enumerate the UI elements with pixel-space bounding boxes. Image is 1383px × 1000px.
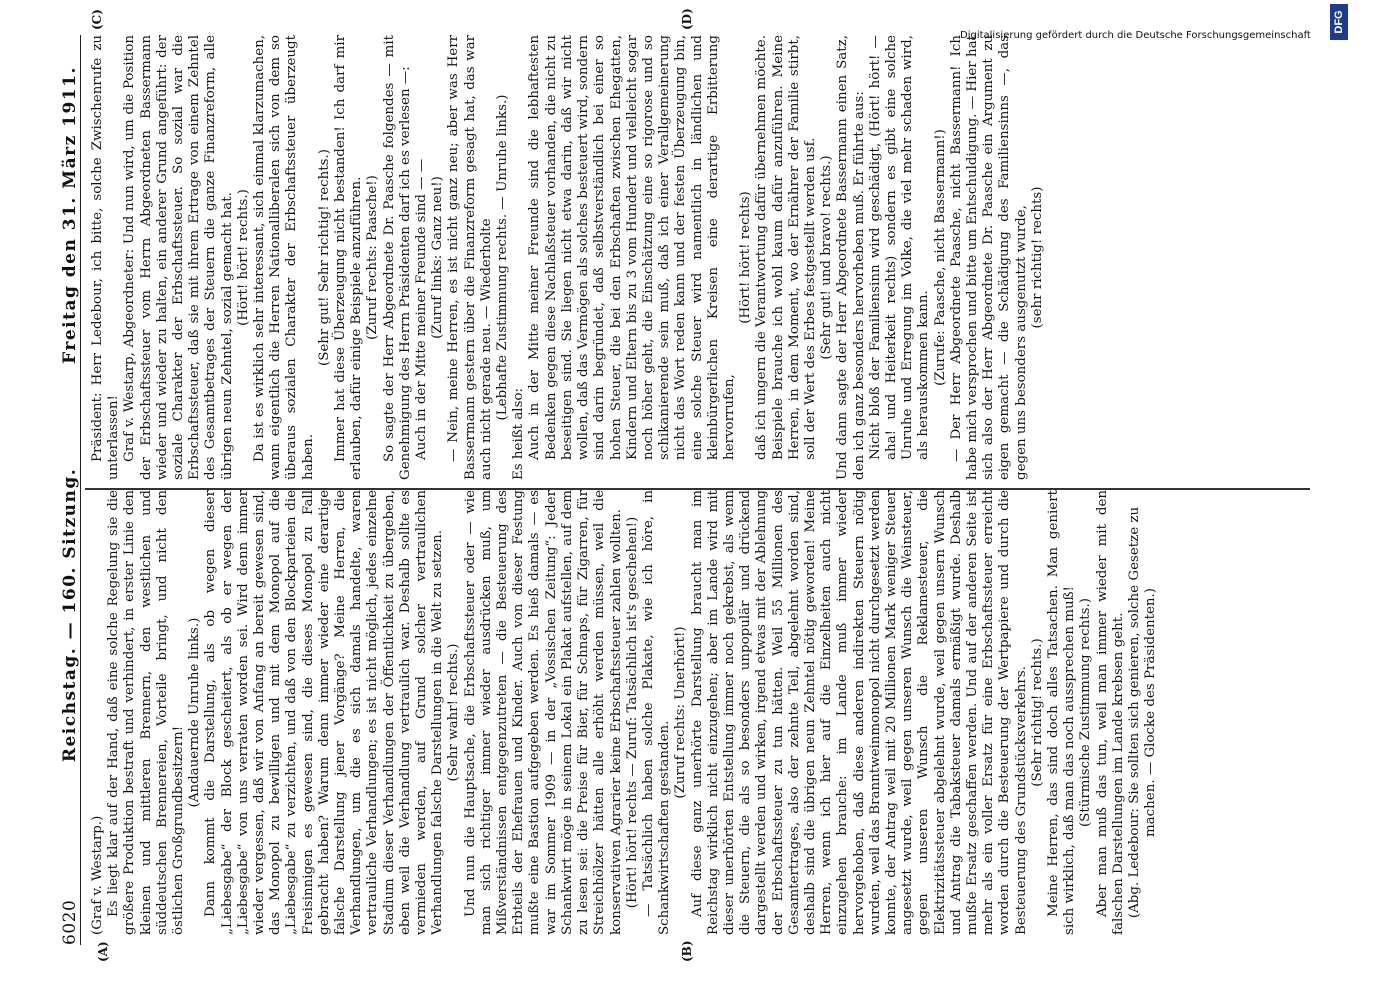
interjection: (Lebhafte Zustimmung rechts. — Unruhe links.) [495, 94, 511, 421]
paragraph: Es liegt klar auf der Hand, daß eine solche Regelung sie die größere Produktion bestraft und verhindert, in erster Linie den kleinen und mittleren Brennern, den westlichen und süddeutschen Brennereien, Vorteile bringt, und nicht den östlichen Großgrundbesitzern! [106, 490, 187, 935]
right-column [90, 35, 1305, 480]
left-column [90, 490, 1305, 935]
speaker-tag: (Graf v. Westarp.) [90, 815, 105, 935]
interjection: (Sehr gut! Sehr richtig! rechts.) [316, 148, 332, 367]
paragraph: Und dann sagte der Herr Abgeordnete Bassermann einen Satz, den ich ganz besonders hervorheben muß. Er führte aus: [835, 35, 867, 480]
quotation: daß ich ungern die Verantwortung dafür übernehmen möchte. Beispiele brauche ich wohl kaum dafür anzuführen. Meine Herren, in dem Moment, wo der Ernährer der Familie stirbt, soll der Wert des Erbes festgestellt werden usf. [754, 35, 818, 460]
quotation: Auch in der Mitte meiner Freunde sind die lebhaftesten Bedenken gegen diese Nachlaßsteuer vorhanden, die nicht zu beseitigen sind. Sie liegen nicht etwa darin, daß wir nicht wollen, daß das Vermögen als solches besteuert wird, sondern sind darin begründet, daß selbstverständlich bei einer so hohen Steuer, die bei den Erbschaften zwischen Ehegatten, Kindern und Eltern bis zu 3 vom Hundert und vielleicht sogar noch höher geht, die Einschätzung eine so rigorose und so schikanierende sein muß, daß ich einer Verallgemeinerung nicht das Wort reden kann und der festen Überzeugung bin, eine solche Steuer wird namentlich in ländlichen und kleinbürgerlichen Kreisen eine derartige Erbitterung hervorrufen, [527, 35, 737, 460]
interjection: (Hört! hört! rechts.) [235, 189, 251, 326]
interjection: (Zurufe: Paasche, nicht Bassermann!) [932, 129, 948, 386]
interjection: (sehr richtig! rechts) [1029, 186, 1045, 329]
interjection: (Stürmische Zustimmung rechts.) [1078, 597, 1094, 828]
session-title: Reichstag. — 160. Sitzung. [60, 467, 80, 763]
margin-marker-c: (C) [90, 9, 104, 30]
interjection: (Abg. Ledebour: Sie sollten sich genieren, solche Gesetze zu machen. — Glocke des Präsidenten.) [1127, 506, 1159, 919]
paragraph: Dann kommt die Darstellung, als ob wegen dieser „Liebesgabe“ der Block gescheitert, als ob er wegen der „Liebesgabe“ von uns verraten worden sei. Wird denn immer wieder vergessen, daß wir von Anfang an bereit gewesen sind, das Monopol zu bewilligen und mit dem Monopol auf die „Liebesgabe“ zu verzichten, und daß von den Blockparteien die Freisinnigen es gewesen sind, die dieses Monopol zu Fall gebracht haben? Warum denn immer wieder eine derartige falsche Darstellung jener Vorgänge? Meine Herren, die Verhandlungen, um die es sich damals handelte, waren vertrauliche Verhandlungen; es ist nicht möglich, jedes einzelne Stadium dieser Verhandlungen der Öffentlichkeit zu übergeben, eben weil die Verhandlung vertraulich war. Deshalb sollte es vermieden werden, auf Grund solcher vertraulichen Verhandlungen falsche Darstellungen in die Welt zu setzen. [203, 490, 446, 935]
interjection: (Zuruf rechts: Paasche!) [365, 175, 381, 340]
dfg-logo: DFG [1330, 4, 1348, 40]
paragraph: Immer hat diese Überzeugung nicht bestanden! Ich darf mir erlauben, dafür einige Beispiele anzuführen. [333, 35, 365, 480]
page-number: 6020 [60, 899, 80, 945]
paragraph: Aber man muß das tun, weil man immer wieder mit den falschen Darstellungen im Lande krebsen geht. [1094, 490, 1126, 935]
paragraph: — Nein, meine Herren, es ist nicht ganz neu; aber was Herr Bassermann gestern über die Finanzreform gesagt hat, das war auch nicht gerade neu. — Wiederholte [446, 35, 494, 480]
column-divider [85, 489, 1310, 491]
paragraph: Graf v. Westarp, Abgeordneter: Und nun wird, um die Position der Erbschaftssteuer vom Herrn Abgeordneten Bassermann wieder und wieder zu halten, ein anderer Grund angeführt: der soziale Charakter der Erbschaftssteuer. So sozial war die Erbschaftssteuer, daß sie mit ihrem Ertrage von einem Zehntel des Gesamtbetrages der Steuern die ganze Finanzreform, alle übrigen neun Zehntel, sozial gemacht hat. [122, 35, 235, 480]
interjection: (Sehr wahr! rechts.) [446, 643, 462, 782]
paragraph: Auf diese ganz unerhörte Darstellung braucht man im Reichstag wirklich nicht einzugehen; aber im Lande wird mit dieser unerhörten Entstellung immer noch gekrebst, als wenn die Steuern, die als so besonders unpopulär und drückend dargestellt werden und wirken, irgend etwas mit der Ablehnung der Erbschaftssteuer zu tun hätten. Weil 55 Millionen des Gesamtertrages, also der zehnte Teil, abgelehnt worden sind, deshalb sind die übrigen neun Zehntel nötig geworden! Meine Herren, wenn ich hier auf die Einzelheiten auch nicht einzugehen brauche: im Lande muß immer wieder hervorgehoben, daß diese anderen indirekten Steuern nötig wurden, weil das Branntweinmonopol nicht durchgesetzt werden konnte, der Antrag weil mit 20 Millionen Mark weniger Steuer angesetzt wurde, weil gegen unseren Wunsch die Weinsteuer, gegen unseren Wunsch die Reklamesteuer, die Elektrizitätssteuer abgelehnt wurde, weil gegen unsern Wunsch und Antrag die Tabaksteuer damals ermäßigt wurde. Deshalb mußte Ersatz geschaffen werden. Und auf der anderen Seite ist mehr als ein voller Ersatz für eine Erbschaftssteuer erreicht worden durch die Besteuerung der Wertpapiere und durch die Besteuerung des Grundstücksverkehrs. [689, 490, 1029, 935]
quotation: Auch in der Mitte meiner Freunde sind — — [414, 158, 430, 460]
interjection: (Hört! hört! rechts — Zuruf: Tatsächlich ist's geschehen!) [624, 516, 640, 909]
paragraph: — Tatsächlich haben solche Plakate, wie ich höre, in Schankwirtschaften gestanden. [640, 490, 673, 935]
paragraph: — Der Herr Abgeordnete Paasche, nicht Bassermann! Ich habe mich versprochen und bitte um Entschuldigung. — Hier hat sich also der Herr Abgeordnete Dr. Paasche ein Argument zu eigen gemacht — die Schädigung des Familiensinns —, das gegen uns besonders ausgenutzt wurde, [948, 35, 1029, 480]
interjection: (Zuruf rechts: Unerhört!) [673, 626, 689, 799]
interjection: (Andauernde Unruhe links.) [187, 617, 203, 808]
margin-marker-d: (D) [680, 8, 694, 30]
paragraph: Und nun die Hauptsache, die Erbschaftssteuer oder — wie man sich richtiger immer wieder ausdrücken muß, um Mißverständnissen entgegenzutreten — die Besteuerung des Erbteils der Ehefrauen und Kinder. Auch von dieser Festung mußte eine Bastion aufgegeben werden. Es hieß damals — es war im Sommer 1909 — in der „Vossischen Zeitung“: Jeder Schankwirt möge in seinem Lokal ein Plakat aufstellen, auf dem zu lesen sei: die Preise für Bier, für Schnaps, für Zigarren, für Streichhölzer hätten alle erhöht werden müssen, weil die konservativen Agrarier keine Erbschaftssteuer zahlen wollten. [462, 490, 624, 935]
interjection: (Hört! hört! rechts) [738, 191, 754, 324]
interjection: (Sehr gut! und bravo! rechts.) [819, 155, 835, 360]
paragraph: Meine Herren, das sind doch alles Tatsachen. Man geniert sich wirklich, daß man das noch aussprechen muß! [1045, 490, 1078, 935]
session-date: Freitag den 31. März 1911. [60, 66, 80, 364]
paragraph: Es heißt also: [511, 387, 527, 480]
margin-marker-a: (A) [96, 941, 110, 962]
margin-marker-b: (B) [680, 940, 694, 962]
paragraph: Präsident: Herr Ledebour, ich bitte, solche Zwischenrufe zu unterlassen! [90, 35, 122, 480]
paragraph: Da ist es wirklich sehr interessant, sich einmal klarzumachen, wann eigentlich die Herren Nationalliberalen sich von dem so überaus sozialen Charakter der Erbschaftssteuer überzeugt haben. [252, 35, 316, 480]
page-header [50, 35, 81, 945]
interjection: (Sehr richtig! rechts.) [1029, 638, 1045, 787]
digitization-notice: Digitalisierung gefördert durch die Deutsche Forschungsgemeinschaft [960, 30, 1311, 41]
interjection: (Zuruf links: Ganz neu!) [430, 176, 446, 339]
paragraph: So sagte der Herr Abgeordnete Dr. Paasche folgendes — mit Genehmigung des Herrn Präsidenten darf ich es verlesen —: [381, 35, 413, 480]
quotation: Nicht bloß der Familiensinn wird geschädigt, (Hört! hört! — aha! und Heiterkeit rechts) sondern es gibt eine solche Unruhe und Erregung im Volke, die viel mehr schaden wird, als herauskommen kann. [867, 35, 932, 460]
